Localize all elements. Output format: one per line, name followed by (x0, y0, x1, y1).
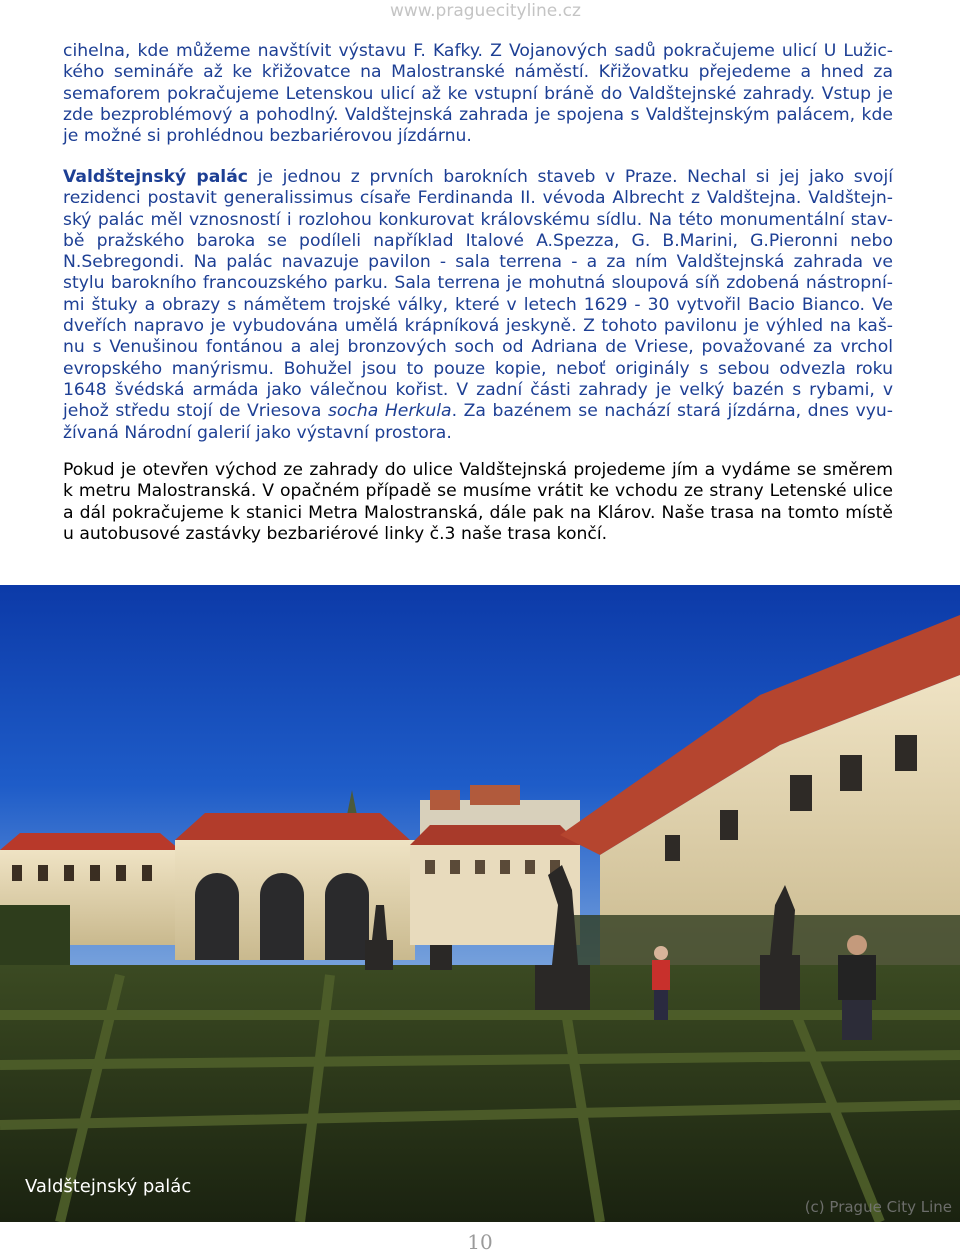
text-line: a dál pokračujeme k stanici Metra Malostranská, dále pak na Klárov. Naše trasa na tomto místě (63, 502, 893, 523)
photo-credit: (c) Prague City Line (804, 1198, 952, 1216)
paragraph-palace (63, 167, 893, 444)
text-line: mi štuky a obrazy s námětem trojské války, které v letech 1629 - 30 vytvořil Bacio Bianco. Ve (63, 294, 893, 315)
italic-term: socha Herkula (327, 401, 452, 422)
text-fragment: . Za bazénem se nachází stará jízdárna, dnes vyu- (451, 401, 894, 422)
text-line: rezidenci postavit generalissimus císaře Ferdinanda II. vévoda Albrecht z Valdštejna. Valdštejn- (63, 188, 893, 209)
text-line: zde bezproblémový a pohodlný. Valdštejnská zahrada je spojena s Valdštejnským palácem, kde (63, 104, 893, 125)
text-line: je možné si prohlédnou bezbariérovou jízdárnu. (63, 126, 472, 147)
text-line: nu s Venušinou fontánou a alej bronzových soch od Adriana de Vriese, považované za vrchol (63, 337, 893, 358)
text-line: N.Sebregondi. Na palác navazuje pavilon - sala terrena - a za ním Valdštejnská zahrada ve (63, 252, 893, 273)
text-fragment: jehož středu stojí de Vriesova (63, 401, 328, 422)
text-line: evropského manýrismu. Bohužel jsou to pouze kopie, neboť originály s sebou odvezla roku (63, 358, 893, 379)
palace-photo-illustration (0, 585, 960, 1222)
text-line: ský palác měl vznosností i rozlohou konkurovat královskému sídlu. Na této monumentální stav- (63, 209, 893, 230)
text-line: žívaná Národní galerií jako výstavní prostora. (63, 422, 452, 443)
text-line: Pokud je otevřen východ ze zahrady do ulice Valdštejnská projedeme jím a vydáme se směrem (63, 460, 893, 480)
photo-caption: Valdštejnský palác (25, 1176, 192, 1197)
paragraph-route (63, 460, 893, 545)
bold-lead: Valdštejnský palác (63, 167, 248, 187)
text-line: k metru Malostranská. V opačném případě se musíme vrátit ke vchodu ze strany Letenské ulice (63, 481, 893, 502)
text-line-first (63, 167, 893, 188)
site-url-text: www.praguecityline.cz (390, 1, 581, 21)
page-number: 10 (467, 1230, 493, 1254)
text-line: cihelna, kde můžeme navštívit výstavu F. Kafky. Z Vojanových sadů pokračujeme ulicí U Lužic- (63, 41, 893, 61)
text-line: u autobusové zastávky bezbariérové linky č.3 naše trasa končí. (63, 523, 608, 544)
text-line: bě pražského baroka se podíleli například Italové A.Spezza, G. B.Marini, G.Pieronni nebo (63, 230, 893, 251)
paragraph-intro (63, 41, 893, 147)
text-fragment: je jednou z prvních barokních staveb v Praze. Nechal si jej jako svojí (247, 167, 893, 187)
text-line: semaforem pokračujeme Letenskou ulicí až ke vstupní bráně do Valdštejnské zahrady. Vstup je (63, 83, 893, 104)
text-line: stylu barokního francouzského parku. Sala terrena je mohutná sloupová síň zdobená nástropní- (63, 273, 893, 294)
text-line-herkules (63, 401, 893, 422)
text-line: 1648 švédská armáda jako válečnou kořist. V zadní části zahrady je velký bazén s rybami, v (63, 379, 893, 400)
text-line: kého semináře až ke křižovatce na Malostranské náměstí. Křižovatku přejedeme a hned za (63, 62, 893, 83)
text-line: dveřích napravo je vybudována umělá krápníková jeskyně. Z tohoto pavilonu je výhled na kaš- (63, 316, 893, 337)
palace-photo (0, 585, 960, 1222)
